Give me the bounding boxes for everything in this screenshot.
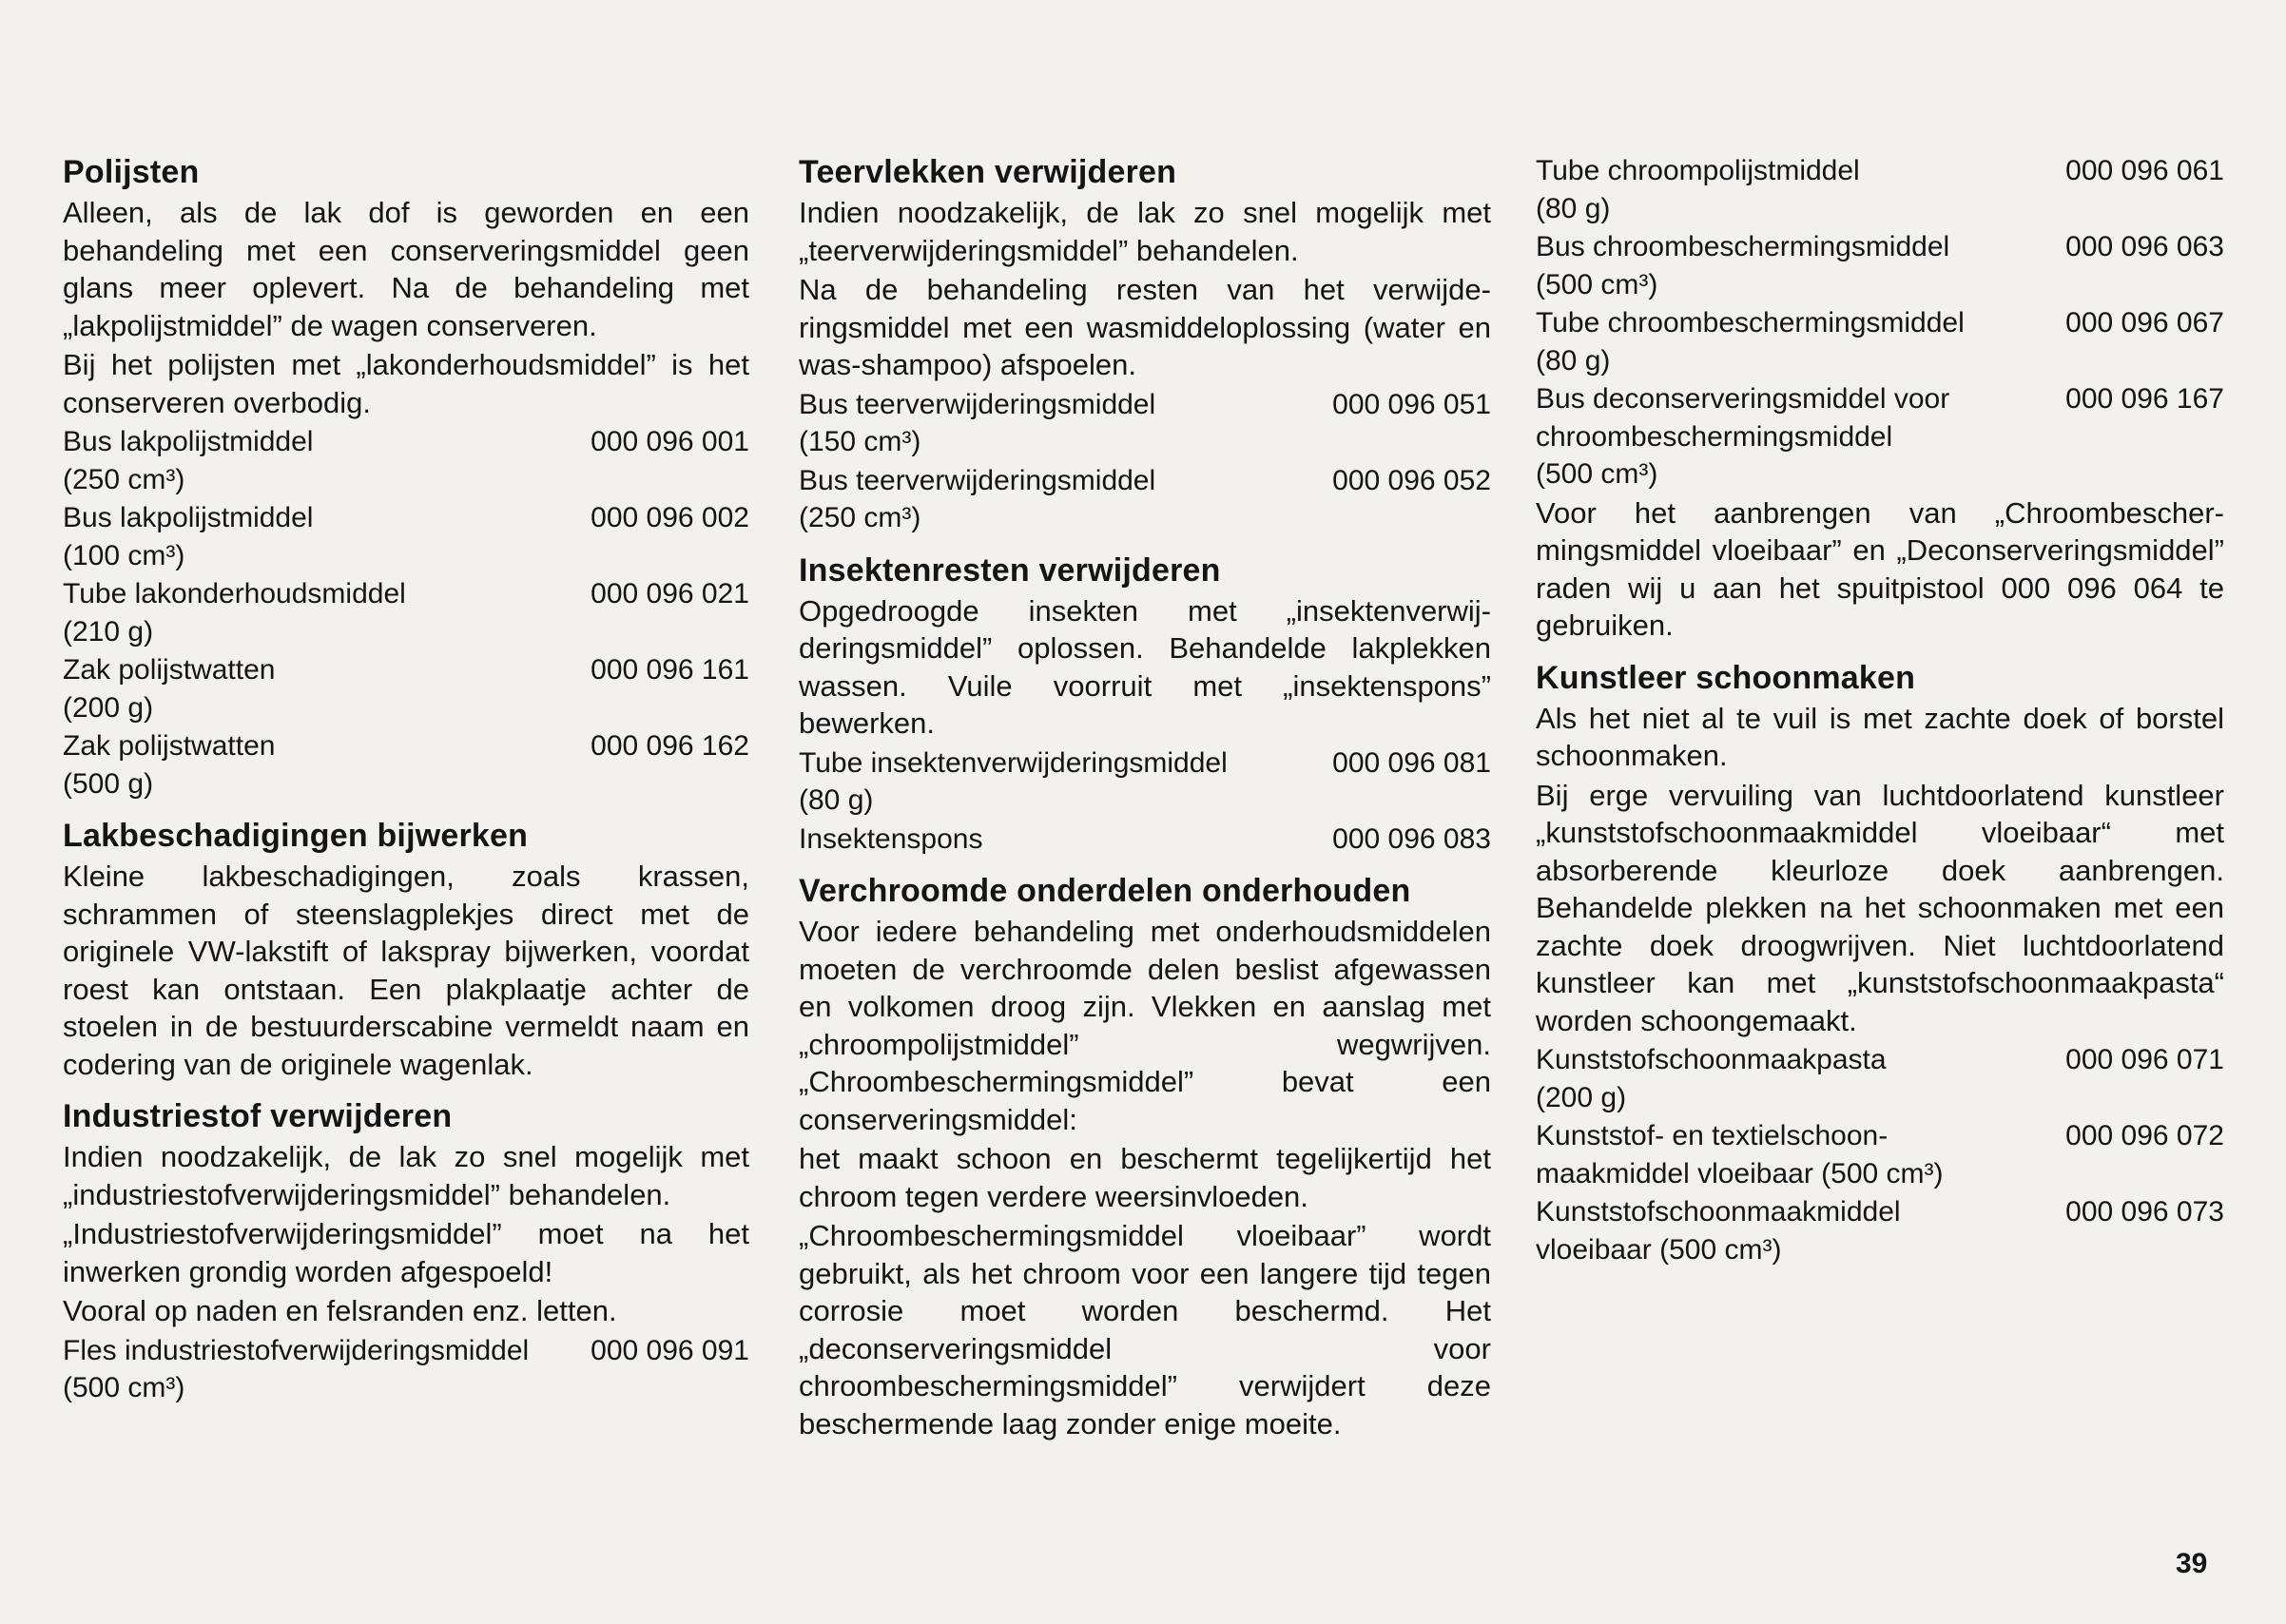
section-heading: Teervlekken verwijderen <box>799 154 1177 190</box>
section <box>63 1096 749 1407</box>
part-number: 000 096 167 <box>2065 383 2224 415</box>
paragraph: Indien noodzakelijk, de lak zo snel mogelijk met „teerverwijderingsmiddel” behandelen. <box>799 196 1491 267</box>
product-row <box>1536 1193 2224 1268</box>
section <box>63 816 749 1083</box>
product-row <box>1536 304 2224 379</box>
product-name: Tube chroombeschermingsmiddel (80 g) <box>1536 307 1965 377</box>
product-name: Tube lakonderhoudsmiddel (210 g) <box>63 578 406 648</box>
product-row <box>799 462 1491 537</box>
part-number: 000 096 071 <box>2065 1044 2224 1075</box>
paragraph: Alleen, als de lak dof is geworden en een behandeling met een conserveringsmiddel geen glans meer oplevert. Na de behandeling met „lakpolijstmiddel” de wagen conserveren. <box>63 196 749 342</box>
product-name: Fles industriestofverwijderingsmiddel (500 cm³) <box>63 1334 530 1403</box>
product-name: Kunststof- en textielschoon- maakmiddel vloeibaar (500 cm³) <box>1536 1120 1944 1189</box>
paragraph: Voor iedere behandeling met onderhoudsmiddelen moeten de verchroomde delen beslist afgewassen en volkomen droog zijn. Vlekken en aanslag met „chroompolijstmiddel” wegwrijven. „Chroombeschermingsmiddel” bevat een conserveringsmiddel: <box>799 915 1491 1136</box>
product-row <box>63 423 749 498</box>
section <box>1536 152 2224 645</box>
section-heading: Lakbeschadigingen bijwerken <box>63 818 529 854</box>
part-number: 000 096 001 <box>591 426 749 457</box>
product-row <box>799 744 1491 820</box>
product-row <box>1536 380 2224 493</box>
product-name: Bus lakpolijstmiddel (250 cm³) <box>63 426 314 495</box>
part-number: 000 096 073 <box>2065 1196 2224 1228</box>
paragraph: Bij erge vervuiling van luchtdoorlatend kunstleer „kunststofschoonmaakmiddel vloeibaar“ met absorberende kleurloze doek aanbrengen. Behandelde plekken na het schoonmaken met een zachte doek droogwrijven. Niet luchtdoorlatend kunstleer kan met „kunststofschoonmaakpasta“ worden schoongemaakt. <box>1536 778 2224 1037</box>
product-row <box>63 1332 749 1407</box>
part-number: 000 096 072 <box>2065 1120 2224 1151</box>
product-row <box>1536 152 2224 227</box>
section-heading: Industriestof verwijderen <box>63 1098 453 1134</box>
part-number: 000 096 081 <box>1332 746 1491 779</box>
section <box>799 152 1491 537</box>
section-heading: Insektenresten verwijderen <box>799 551 1221 589</box>
product-name: Kunststofschoonmaakmiddel vloeibaar (500 cm³) <box>1536 1196 1901 1266</box>
product-row <box>1536 1117 2224 1192</box>
part-number: 000 096 091 <box>591 1334 749 1366</box>
paragraph: Kleine lakbeschadigingen, zoals krassen, schrammen of steenslagplekjes direct met de originele VW-lakstift of lakspray bijwerken, voordat roest kan ontstaan. Een plakplaatje achter de stoelen in de bestuurderscabine vermeldt naam en codering van de originele wagenlak. <box>63 860 749 1081</box>
part-number: 000 096 021 <box>591 578 749 609</box>
product-row <box>1536 1041 2224 1116</box>
part-number: 000 096 162 <box>591 730 749 762</box>
section <box>799 871 1491 1442</box>
column-right <box>1536 152 2224 1282</box>
column-middle <box>799 152 1491 1456</box>
paragraph: Vooral op naden en felsranden enz. letten. <box>63 1294 617 1327</box>
paragraph: Indien noodzakelijk, de lak zo snel mogelijk met „industriestofverwijderingsmiddel” behandelen. <box>63 1140 749 1211</box>
column-left <box>63 152 749 1421</box>
product-row <box>63 727 749 802</box>
product-name: Bus lakpolijstmiddel (100 cm³) <box>63 502 314 571</box>
part-number: 000 096 083 <box>1332 822 1491 855</box>
product-row <box>63 575 749 650</box>
part-number: 000 096 002 <box>591 502 749 533</box>
product-row <box>1536 228 2224 303</box>
part-number: 000 096 051 <box>1332 388 1491 420</box>
section <box>799 551 1491 859</box>
product-row <box>799 386 1491 461</box>
product-name: Bus deconserveringsmiddel voor chroombeschermingsmiddel (500 cm³) <box>1536 383 1950 490</box>
paragraph: Bij het polijsten met „lakonderhoudsmiddel” is het conserveren overbodig. <box>63 348 749 419</box>
part-number: 000 096 061 <box>2065 155 2224 186</box>
paragraph: „Chroombeschermingsmiddel vloeibaar” wordt gebruikt, als het chroom voor een langere tijd tegen corrosie moet worden beschermd. Het „deconserveringsmiddel voor chroombeschermingsmiddel” verwijdert deze beschermende laag zonder enige moeite. <box>799 1219 1491 1440</box>
product-name: Kunststofschoonmaakpasta (200 g) <box>1536 1044 1887 1113</box>
paragraph: „Industriestofverwijderingsmiddel” moet na het inwerken grondig worden afgespoeld! <box>63 1217 749 1288</box>
product-row <box>799 821 1491 859</box>
paragraph: Voor het aanbrengen van „Chroombeschermingsmiddel vloeibaar” en „Deconserveringsmiddel” raden wij u aan het spuitpistool 000 096 064 te gebruiken. <box>1536 495 2224 642</box>
product-name: Bus teerverwijderingsmiddel (150 cm³) <box>799 388 1156 457</box>
paragraph: het maakt schoon en beschermt tegelijkertijd het chroom tegen verdere weersinvloeden. <box>799 1142 1491 1213</box>
section <box>63 152 749 802</box>
product-row <box>63 499 749 574</box>
section-heading: Kunstleer schoonmaken <box>1536 659 1916 696</box>
section <box>1536 658 2224 1269</box>
product-name: Tube insektenverwijderingsmiddel (80 g) <box>799 746 1228 816</box>
part-number: 000 096 063 <box>2065 231 2224 262</box>
product-name: Insektenspons <box>799 822 983 855</box>
product-name: Zak polijstwatten (200 g) <box>63 654 276 724</box>
product-name: Tube chroompolijstmiddel (80 g) <box>1536 155 1860 224</box>
page-number: 39 <box>2176 1548 2208 1579</box>
part-number: 000 096 052 <box>1332 464 1491 496</box>
part-number: 000 096 067 <box>2065 307 2224 338</box>
paragraph: Opgedroogde insekten met „insektenverwijderingsmiddel” oplossen. Behandelde lakplekken wassen. Vuile voorruit met „insektenspons” bewerken. <box>799 593 1491 740</box>
paragraph: Na de behandeling resten van het verwijderingsmiddel met een wasmiddeloplossing (water en was-shampoo) afspoelen. <box>799 273 1491 381</box>
section-heading: Verchroomde onderdelen onderhouden <box>799 873 1411 909</box>
product-name: Bus teerverwijderingsmiddel (250 cm³) <box>799 464 1156 533</box>
product-name: Bus chroombeschermingsmiddel (500 cm³) <box>1536 231 1950 300</box>
product-name: Zak polijstwatten (500 g) <box>63 730 276 800</box>
part-number: 000 096 161 <box>591 654 749 686</box>
product-row <box>63 651 749 726</box>
paragraph: Als het niet al te vuil is met zachte doek of borstel schoonmaken. <box>1536 701 2224 772</box>
section-heading: Polijsten <box>63 154 200 190</box>
